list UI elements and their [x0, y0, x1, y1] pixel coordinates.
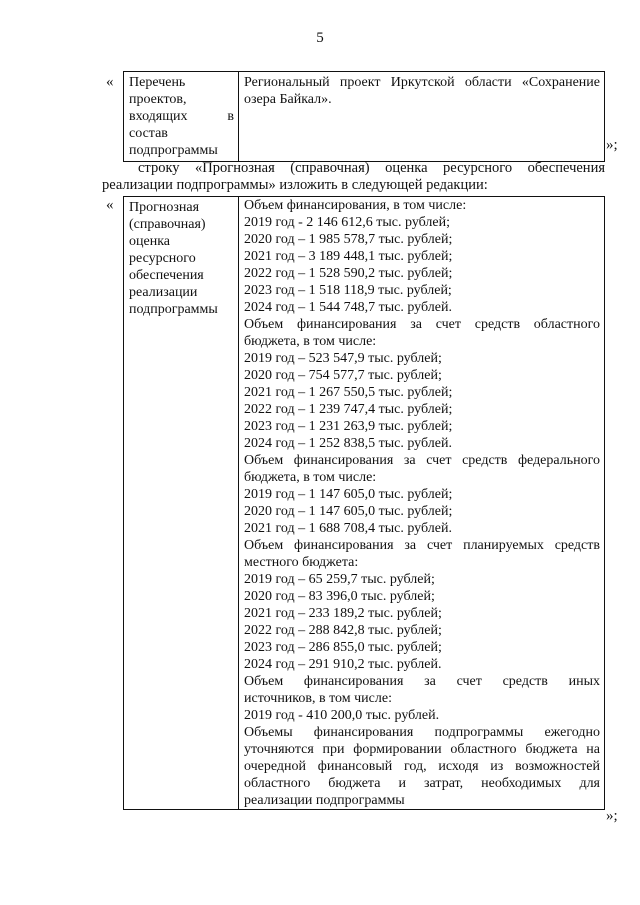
funding-line: 2023 год – 1 231 263,9 тыс. рублей; [244, 419, 453, 434]
closing-quote-2: »; [606, 808, 618, 824]
projects-label-line: состав [129, 126, 168, 141]
opening-quote-1: « [106, 74, 114, 90]
funding-line: уточняются при формировании областного бюджета на [244, 742, 600, 757]
funding-line: 2022 год – 1 528 590,2 тыс. рублей; [244, 266, 453, 281]
projects-label-cell [124, 72, 239, 162]
projects-label-line: Перечень [129, 75, 186, 90]
instruction-line-1: строку «Прогнозная (справочная) оценка ресурсного обеспечения [138, 160, 605, 176]
resource-label-line: обеспечения [129, 268, 204, 283]
resource-label-line: (справочная) [129, 217, 206, 232]
resource-label-line: оценка [129, 234, 171, 249]
instruction-line-2: реализации подпрограммы» изложить в следующей редакции: [102, 177, 488, 193]
funding-line: Объемы финансирования подпрограммы ежегодно [244, 725, 600, 740]
funding-line: Объем финансирования за счет средств федерального [244, 453, 600, 468]
page-number: 5 [316, 30, 324, 46]
funding-line: 2024 год – 291 910,2 тыс. рублей. [244, 657, 442, 672]
funding-line: очередной финансовый год, исходя из возможностей [244, 759, 600, 774]
projects-label-line: подпрограммы [129, 143, 218, 158]
resource-label-line: подпрограммы [129, 302, 218, 317]
funding-line: 2024 год – 1 252 838,5 тыс. рублей. [244, 436, 452, 451]
projects-value-cell: Региональный проект Иркутской области «Сохранение озера Байкал». [239, 72, 605, 162]
funding-line: местного бюджета: [244, 555, 359, 570]
resource-table [123, 196, 605, 810]
funding-line: 2020 год – 1 985 578,7 тыс. рублей; [244, 232, 453, 247]
resource-label-line: реализации [129, 285, 198, 300]
funding-line: Объем финансирования за счет средств областного [244, 317, 600, 332]
projects-label-line: проектов, [129, 92, 187, 107]
funding-line: 2022 год – 288 842,8 тыс. рублей; [244, 623, 442, 638]
funding-line: 2021 год – 1 267 550,5 тыс. рублей; [244, 385, 453, 400]
resource-label-cell [124, 197, 239, 810]
funding-line: бюджета, в том числе: [244, 470, 377, 485]
funding-line: 2019 год - 410 200,0 тыс. рублей. [244, 708, 440, 723]
funding-line: 2021 год – 3 189 448,1 тыс. рублей; [244, 249, 453, 264]
projects-table-row [124, 72, 605, 162]
funding-line: 2021 год – 1 688 708,4 тыс. рублей. [244, 521, 452, 536]
funding-line: бюджета, в том числе: [244, 334, 377, 349]
funding-line: 2019 год - 2 146 612,6 тыс. рублей; [244, 215, 451, 230]
funding-line: Объем финансирования, в том числе: [244, 198, 467, 213]
funding-line: Объем финансирования за счет планируемых средств [244, 538, 600, 553]
resource-label-line: ресурсного [129, 251, 196, 266]
closing-quote-1: »; [606, 137, 618, 153]
opening-quote-2: « [106, 197, 114, 213]
funding-line: 2023 год – 1 518 118,9 тыс. рублей; [244, 283, 452, 298]
funding-line: 2020 год – 1 147 605,0 тыс. рублей; [244, 504, 453, 519]
funding-line: 2021 год – 233 189,2 тыс. рублей; [244, 606, 442, 621]
instruction-paragraph [102, 160, 605, 194]
funding-line: 2019 год – 65 259,7 тыс. рублей; [244, 572, 435, 587]
projects-label-line: входящих в [129, 109, 234, 124]
resource-label-line: Прогнозная [129, 200, 200, 215]
funding-line: Объем финансирования за счет средств иных [244, 674, 600, 689]
funding-line: 2020 год – 754 577,7 тыс. рублей; [244, 368, 442, 383]
funding-line: 2020 год – 83 396,0 тыс. рублей; [244, 589, 435, 604]
funding-line: 2023 год – 286 855,0 тыс. рублей; [244, 640, 442, 655]
funding-line: 2019 год – 1 147 605,0 тыс. рублей; [244, 487, 453, 502]
funding-line: реализации подпрограммы [244, 793, 405, 808]
funding-line: 2022 год – 1 239 747,4 тыс. рублей; [244, 402, 453, 417]
funding-line: областного бюджета и затрат, необходимых для [244, 776, 600, 791]
funding-line: источников, в том числе: [244, 691, 392, 706]
funding-line: 2024 год – 1 544 748,7 тыс. рублей. [244, 300, 452, 315]
funding-value-cell [239, 197, 605, 810]
resource-table-row [124, 197, 605, 810]
projects-table [123, 71, 605, 162]
funding-line: 2019 год – 523 547,9 тыс. рублей; [244, 351, 442, 366]
